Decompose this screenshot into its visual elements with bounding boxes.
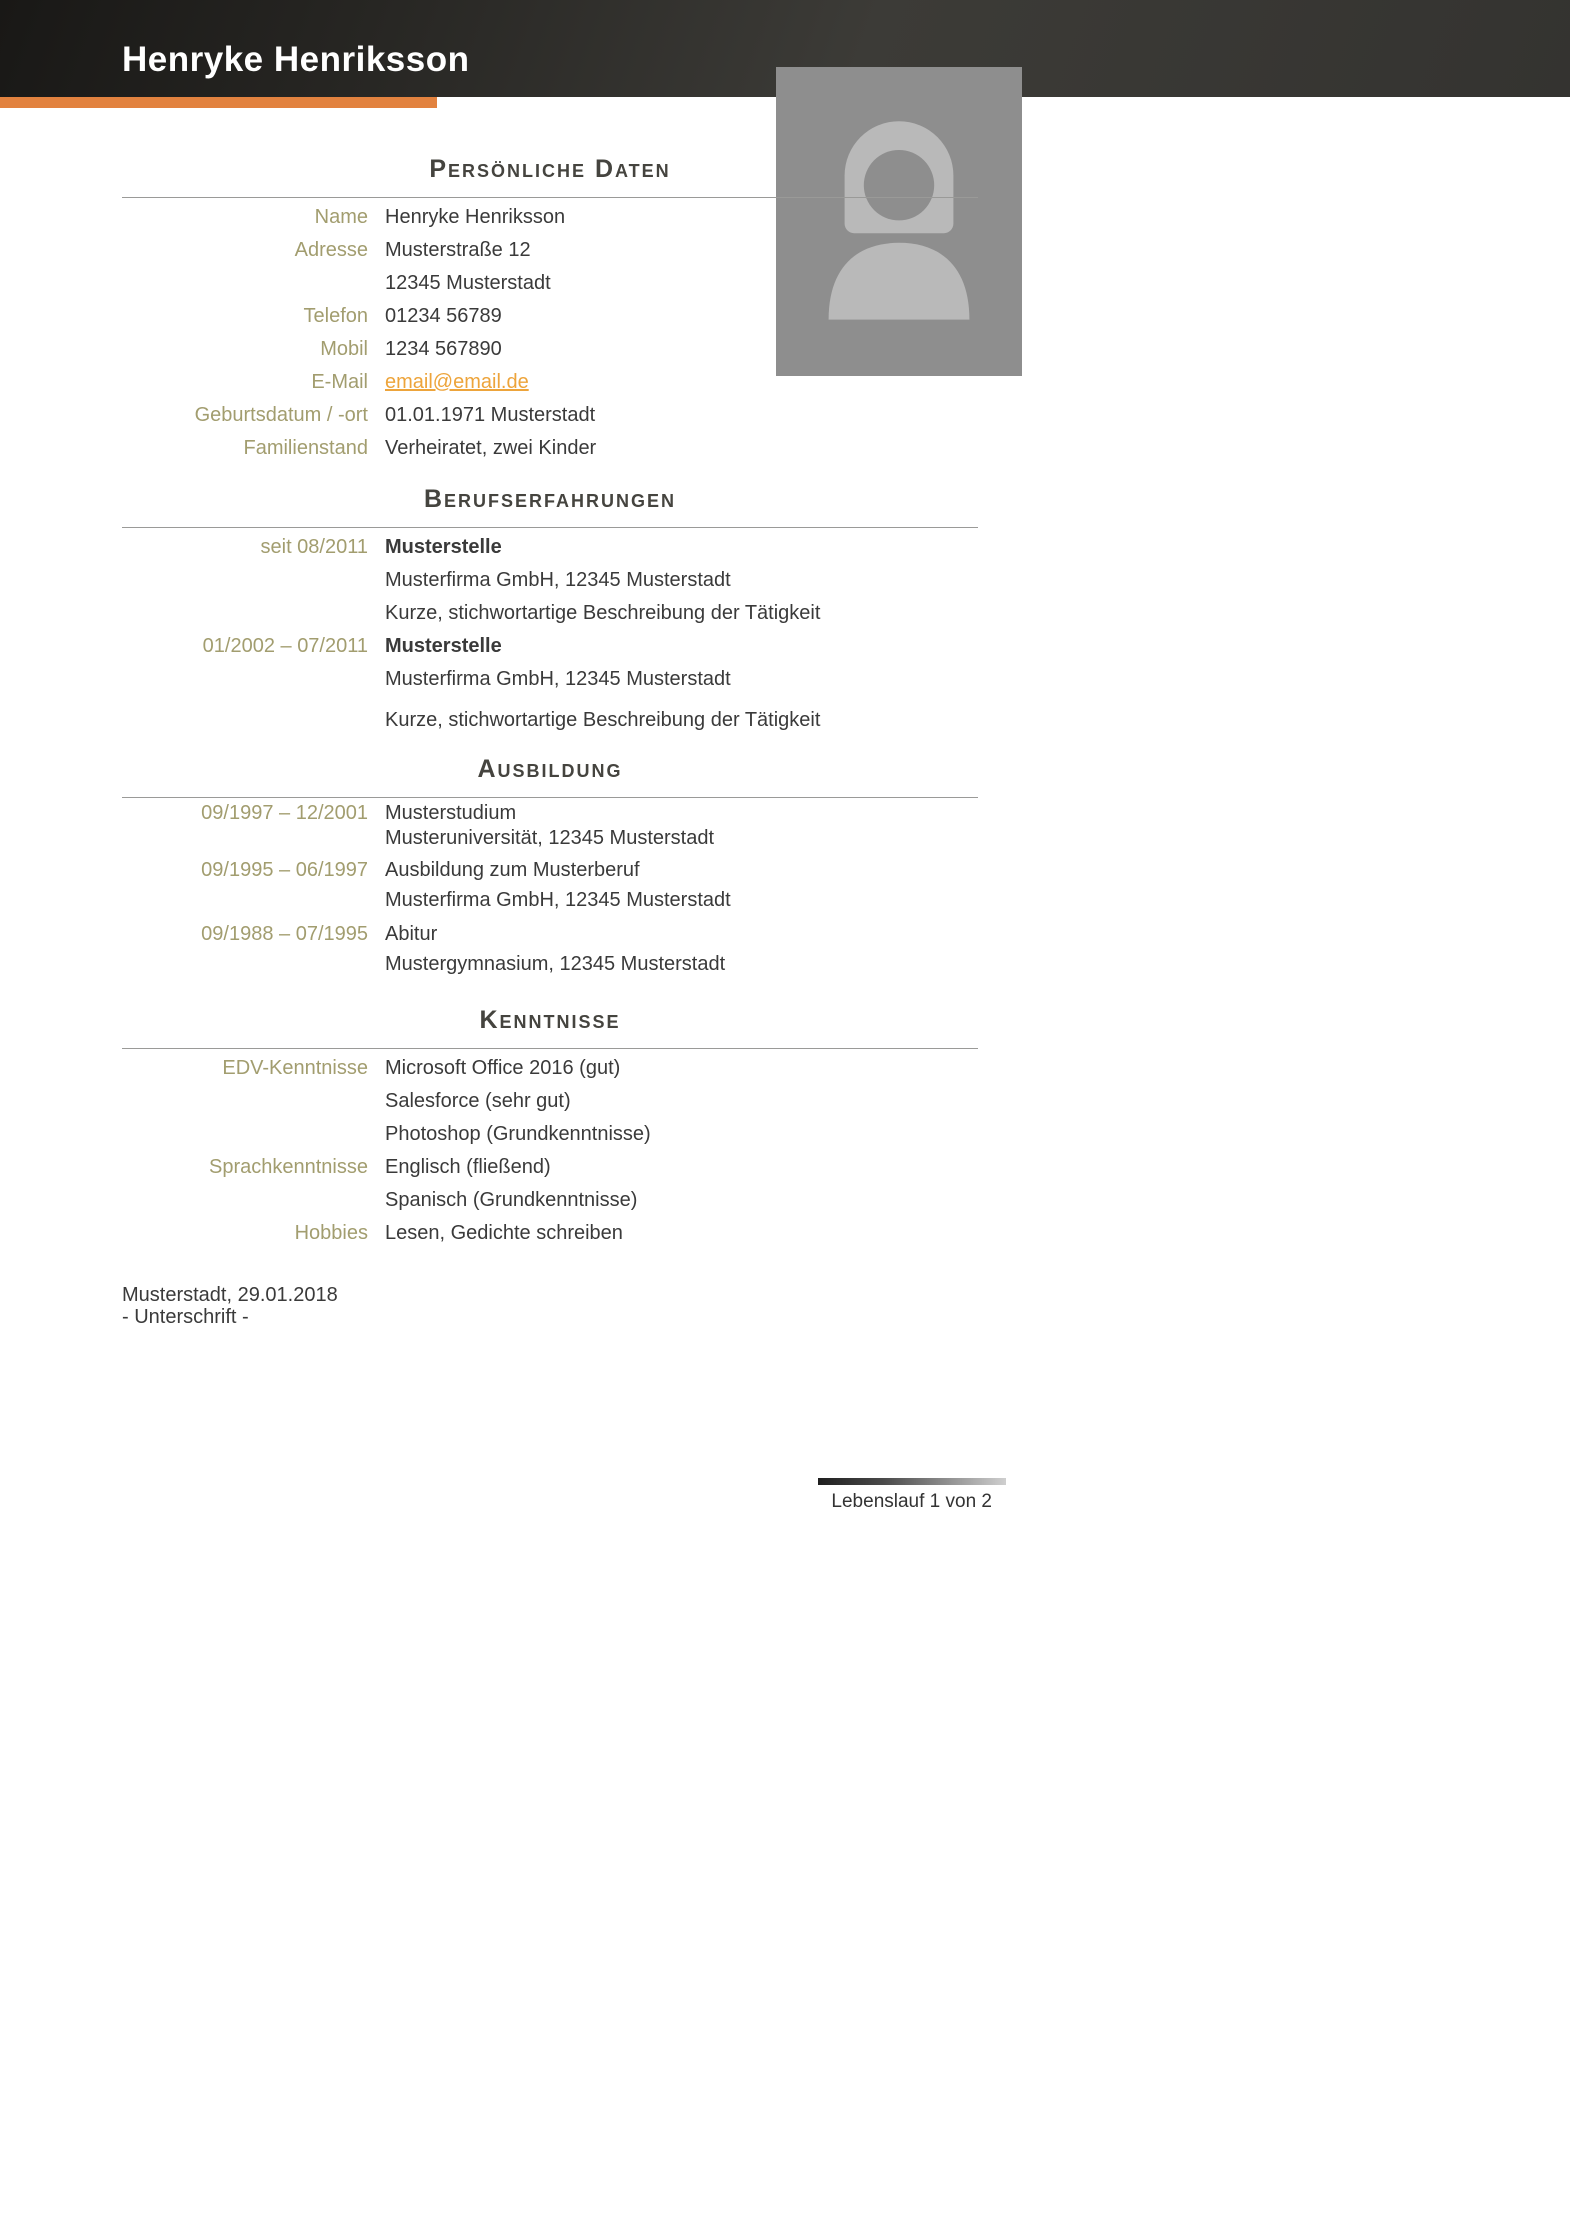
field-value [385, 366, 978, 399]
experience-entry [122, 630, 978, 737]
field-value [385, 201, 978, 234]
entry-company: Musterfirma GmbH, 12345 Musterstadt [385, 668, 731, 690]
field-value [385, 1052, 978, 1151]
section-title-education: Ausbildung [477, 755, 623, 783]
signature-block [122, 1284, 338, 1328]
experience-entry [122, 531, 978, 630]
personal-row-phone [122, 300, 978, 333]
education-entry [122, 801, 978, 851]
field-value [385, 399, 978, 432]
entry-period: 09/1995 – 06/1997 [201, 859, 368, 881]
section-divider [122, 797, 978, 798]
entry-period: 09/1988 – 07/1995 [201, 923, 368, 945]
section-education [122, 753, 978, 979]
personal-row-marital [122, 432, 978, 465]
education-entry [122, 855, 978, 915]
field-value [385, 234, 978, 300]
field-label: E-Mail [311, 371, 368, 393]
field-label: EDV-Kenntnisse [222, 1057, 368, 1079]
section-title-experience: Berufserfahrungen [423, 485, 677, 513]
field-value-line: Verheiratet, zwei Kinder [385, 437, 597, 459]
education-entry [122, 919, 978, 979]
field-label: Mobil [320, 338, 368, 360]
skill-line: Microsoft Office 2016 (gut) [385, 1057, 621, 1079]
skill-line: Salesforce (sehr gut) [385, 1090, 571, 1112]
section-skills [122, 1004, 978, 1250]
skills-row-languages [122, 1151, 978, 1217]
section-divider [122, 527, 978, 528]
entry-description: Kurze, stichwortartige Beschreibung der Tätigkeit [385, 602, 821, 624]
skill-line: Spanisch (Grundkenntnisse) [385, 1189, 638, 1211]
entry-institution: Mustergymnasium, 12345 Musterstadt [385, 953, 726, 975]
field-label: Sprachkenntnisse [209, 1156, 368, 1178]
field-label: Adresse [294, 239, 368, 261]
personal-row-birth [122, 399, 978, 432]
entry-body [385, 801, 978, 851]
skills-row-hobbies [122, 1217, 978, 1250]
skill-line: Photoshop (Grundkenntnisse) [385, 1123, 651, 1145]
personal-row-address [122, 234, 978, 300]
field-value [385, 432, 978, 465]
entry-body [385, 919, 978, 979]
entry-degree: Ausbildung zum Musterberuf [385, 859, 640, 881]
entry-institution: Musterfirma GmbH, 12345 Musterstadt [385, 889, 731, 911]
field-value-line: 12345 Musterstadt [385, 272, 551, 294]
field-value [385, 1151, 978, 1217]
personal-rows [122, 201, 978, 465]
field-label: Telefon [303, 305, 368, 327]
section-personal [122, 153, 978, 465]
entry-period: seit 08/2011 [260, 536, 368, 558]
entry-institution: Musteruniversität, 12345 Musterstadt [385, 827, 715, 849]
personal-row-mobile [122, 333, 978, 366]
field-value [385, 333, 978, 366]
field-value [385, 1217, 978, 1250]
email-link[interactable]: email@email.de [385, 371, 529, 393]
entry-description: Kurze, stichwortartige Beschreibung der Tätigkeit [385, 709, 821, 731]
entry-body [385, 855, 978, 915]
field-label: Geburtsdatum / -ort [194, 404, 368, 426]
entry-body [385, 531, 978, 630]
experience-entries [122, 531, 978, 737]
field-value-line: Musterstraße 12 [385, 239, 531, 261]
accent-bar [0, 97, 437, 108]
field-value-line: 01234 56789 [385, 305, 502, 327]
page-footer [818, 1478, 1006, 1513]
signature-line: - Unterschrift - [122, 1306, 249, 1328]
entry-company: Musterfirma GmbH, 12345 Musterstadt [385, 569, 731, 591]
education-entries [122, 801, 978, 979]
signature-place-date: Musterstadt, 29.01.2018 [122, 1284, 338, 1306]
skill-line: Lesen, Gedichte schreiben [385, 1222, 623, 1244]
field-value-line: 01.01.1971 Musterstadt [385, 404, 596, 426]
section-experience [122, 483, 978, 737]
entry-period: 09/1997 – 12/2001 [201, 802, 368, 824]
entry-degree: Musterstudium [385, 802, 517, 824]
field-label: Name [314, 206, 368, 228]
entry-role: Musterstelle [385, 536, 502, 558]
section-title-personal: Persönliche Daten [429, 155, 671, 183]
section-divider [122, 197, 978, 198]
skills-row-edv [122, 1052, 978, 1151]
personal-row-name [122, 201, 978, 234]
entry-role: Musterstelle [385, 635, 502, 657]
section-title-skills: Kenntnisse [479, 1006, 621, 1034]
personal-row-email [122, 366, 978, 399]
page-number: Lebenslauf 1 von 2 [831, 1491, 992, 1512]
entry-body [385, 630, 978, 737]
page-title: Henryke Henriksson [122, 40, 470, 79]
skills-rows [122, 1052, 978, 1250]
entry-degree: Abitur [385, 923, 438, 945]
field-label: Hobbies [294, 1222, 368, 1244]
footer-gradient-bar [818, 1478, 1006, 1485]
section-divider [122, 1048, 978, 1049]
entry-period: 01/2002 – 07/2011 [202, 635, 368, 657]
field-value-line: Henryke Henriksson [385, 206, 566, 228]
field-value [385, 300, 978, 333]
skill-line: Englisch (fließend) [385, 1156, 551, 1178]
field-label: Familienstand [243, 437, 368, 459]
field-value-line: 1234 567890 [385, 338, 502, 360]
